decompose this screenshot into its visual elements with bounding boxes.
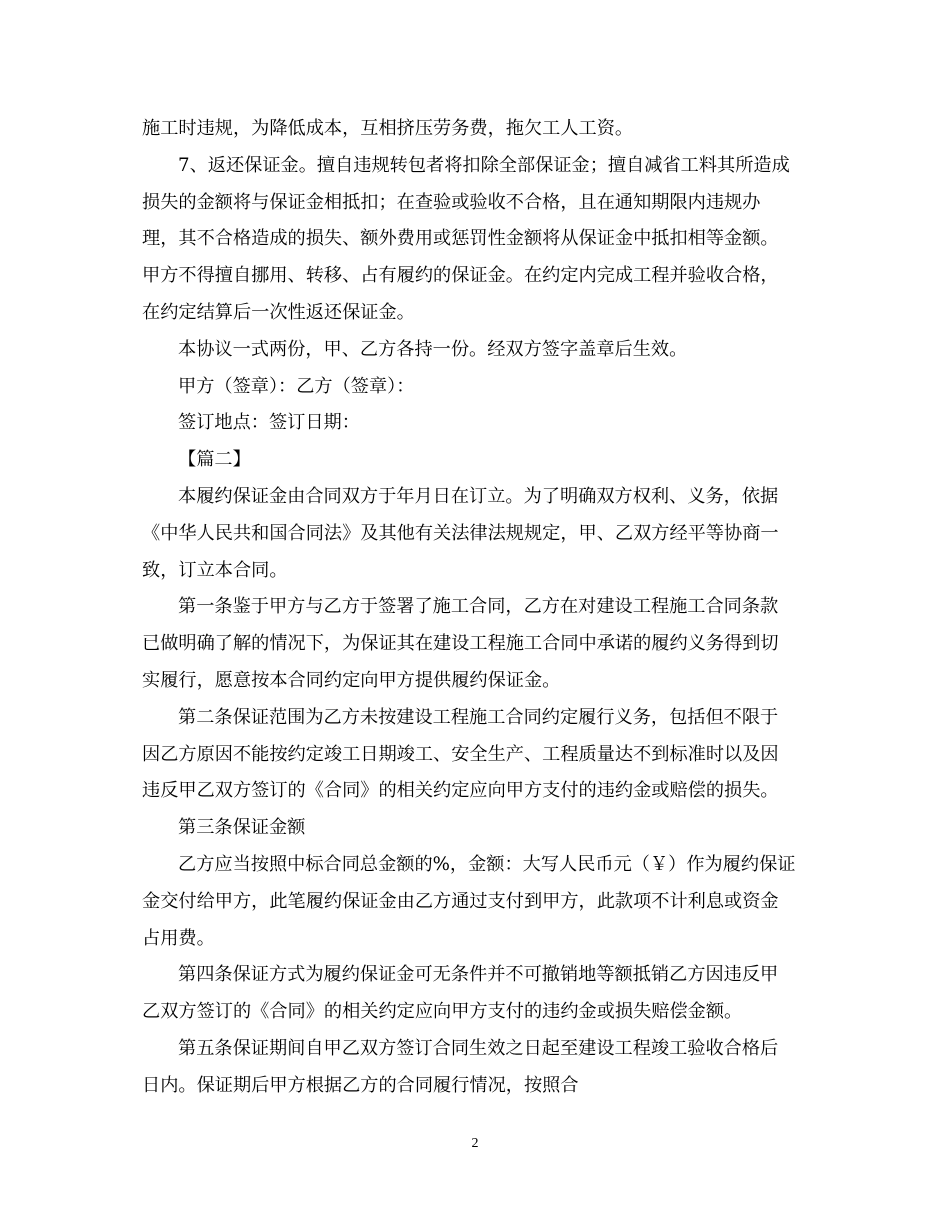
text-line: 占用费。: [142, 928, 215, 949]
text-line: 金交付给甲方，此笔履约保证金由乙方通过支付到甲方，此款项不计利息或资金: [142, 891, 779, 912]
text-line: 第三条保证金额: [178, 817, 306, 838]
text-line: 实履行，愿意按本合同约定向甲方提供履约保证金。: [142, 670, 561, 691]
text-line: 签订地点：签订日期：: [178, 412, 360, 433]
text-line: 在约定结算后一次性返还保证金。: [142, 302, 415, 323]
text-line: 《中华人民共和国合同法》及其他有关法律法规规定，甲、乙双方经平等协商一: [142, 523, 779, 544]
text-line: 乙双方签订的《合同》的相关约定应向甲方支付的违约金或损失赔偿金额。: [142, 1001, 743, 1022]
text-line: 乙方应当按照中标合同总金额的%，金额：大写人民币元（￥）作为履约保证: [178, 854, 796, 875]
text-line: 本协议一式两份，甲、乙方各持一份。经双方签字盖章后生效。: [178, 339, 688, 360]
text-line: 理，其不合格造成的损失、额外费用或惩罚性金额将从保证金中抵扣相等金额。: [142, 228, 779, 249]
text-line: 第二条保证范围为乙方未按建设工程施工合同约定履行义务，包括但不限于: [178, 707, 779, 728]
text-line: 本履约保证金由合同双方于年月日在订立。为了明确双方权利、义务，依据: [178, 486, 779, 507]
text-line: 因乙方原因不能按约定竣工日期竣工、安全生产、工程质量达不到标准时以及因: [142, 744, 779, 765]
text-line: 第一条鉴于甲方与乙方于签署了施工合同，乙方在对建设工程施工合同条款: [178, 596, 779, 617]
text-line: 7、返还保证金。擅自违规转包者将扣除全部保证金；擅自减省工料其所造成: [178, 155, 790, 176]
text-line: 致，订立本合同。: [142, 560, 288, 581]
text-line: 第五条保证期间自甲乙双方签订合同生效之日起至建设工程竣工验收合格后: [178, 1038, 779, 1059]
text-line: 施工时违规，为降低成本，互相挤压劳务费，拖欠工人工资。: [142, 118, 634, 139]
text-line: 甲方不得擅自挪用、转移、占有履约的保证金。在约定内完成工程并验收合格，: [142, 265, 779, 286]
section-heading: 【篇二】: [178, 449, 251, 470]
page-number: 2: [471, 1136, 479, 1151]
text-line: 第四条保证方式为履约保证金可无条件并不可撤销地等额抵销乙方因违反甲: [178, 964, 779, 985]
text-line: 违反甲乙双方签订的《合同》的相关约定应向甲方支付的违约金或赔偿的损失。: [142, 780, 779, 801]
text-line: 甲方（签章）：乙方（签章）：: [178, 376, 415, 397]
text-line: 日内。保证期后甲方根据乙方的合同履行情况，按照合: [142, 1075, 579, 1096]
text-line: 损失的金额将与保证金相抵扣；在查验或验收不合格，且在通知期限内违规办: [142, 192, 761, 213]
text-line: 已做明确了解的情况下，为保证其在建设工程施工合同中承诺的履约义务得到切: [142, 633, 779, 654]
